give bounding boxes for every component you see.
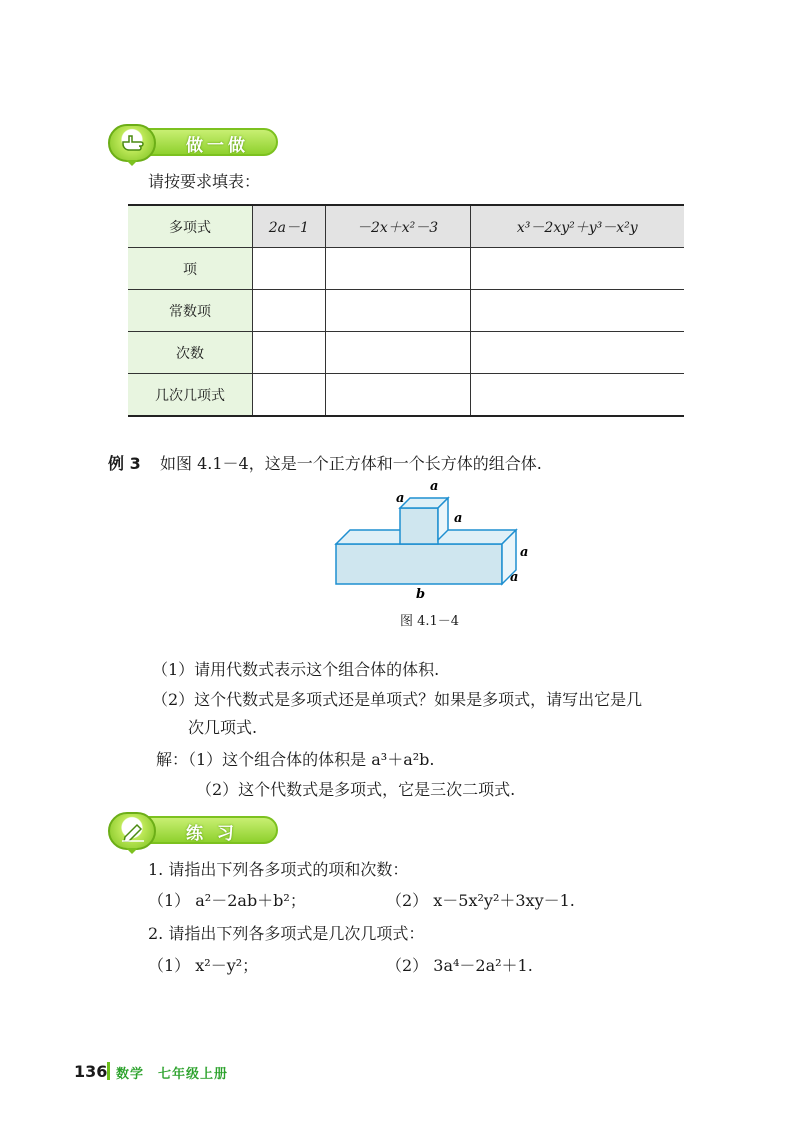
table-header-cell: 多项式 <box>128 205 253 248</box>
blank-cell <box>253 290 326 332</box>
cuboid-front <box>336 544 502 584</box>
page-number: 136 <box>74 1062 108 1081</box>
cube-front <box>400 508 438 544</box>
hand-icon <box>108 124 156 162</box>
label-a: a <box>396 491 405 506</box>
blank-cell <box>470 290 684 332</box>
book-title: 数学 七年级上册 <box>116 1067 229 1082</box>
instruction-text: 请按要求填表： <box>148 172 261 191</box>
solution-1: 解：（1）这个组合体的体积是 a³＋a²b. <box>156 750 435 769</box>
label-a: a <box>454 511 463 526</box>
table-row <box>128 290 684 332</box>
exercise-2: 2. 请指出下列各多项式是几次几项式： <box>148 924 425 943</box>
table-header-row <box>128 205 684 248</box>
table-header-cell: x³－2xy²＋y³－x²y <box>470 205 684 248</box>
solution-2: （2）这个代数式是多项式，它是三次二项式. <box>196 780 516 799</box>
fill-table <box>128 204 684 417</box>
banner-title: 练 习 <box>186 824 238 844</box>
exercise-1-part-2: （2） x－5x²y²＋3xy－1. <box>386 891 575 910</box>
blank-cell <box>470 248 684 290</box>
footer-divider <box>107 1062 110 1080</box>
row-label: 项 <box>128 248 253 290</box>
question-2: （2）这个代数式是多项式还是单项式？如果是多项式，请写出它是几 <box>152 690 643 709</box>
exercise-2-part-2: （2） 3a⁴－2a²＋1. <box>386 956 533 975</box>
table-row <box>128 332 684 374</box>
exercise-1-part-1: （1） a²－2ab＋b²； <box>148 891 306 910</box>
blank-cell <box>325 290 470 332</box>
label-a: a <box>520 545 529 560</box>
label-a: a <box>430 479 439 494</box>
blank-cell <box>325 374 470 417</box>
row-label: 常数项 <box>128 290 253 332</box>
example-text: 如图 4.1－4，这是一个正方体和一个长方体的组合体. <box>160 454 542 473</box>
table-row <box>128 248 684 290</box>
row-label: 次数 <box>128 332 253 374</box>
blank-cell <box>325 332 470 374</box>
blank-cell <box>253 248 326 290</box>
section-banner-do <box>108 124 283 162</box>
blank-cell <box>253 332 326 374</box>
example-label: 例 3 <box>108 454 141 473</box>
section-banner-practice <box>108 812 283 850</box>
question-2-cont: 次几项式. <box>188 718 258 737</box>
table-header-cell: －2x＋x²－3 <box>325 205 470 248</box>
table-header-cell: 2a－1 <box>253 205 326 248</box>
exercise-2-part-1: （1） x²－y²； <box>148 956 259 975</box>
row-label: 几次几项式 <box>128 374 253 417</box>
exercise-1: 1. 请指出下列各多项式的项和次数： <box>148 860 409 879</box>
banner-title: 做一做 <box>186 136 249 156</box>
banner-notch <box>126 848 138 854</box>
figure-caption: 图 4.1－4 <box>400 614 460 629</box>
blank-cell <box>325 248 470 290</box>
table-row <box>128 374 684 417</box>
composite-solid-figure <box>320 478 560 608</box>
blank-cell <box>253 374 326 417</box>
question-1: （1）请用代数式表示这个组合体的体积. <box>152 660 440 679</box>
label-a: a <box>510 570 519 585</box>
pencil-icon <box>108 812 156 850</box>
blank-cell <box>470 374 684 417</box>
label-b: b <box>416 587 426 602</box>
banner-notch <box>126 160 138 166</box>
blank-cell <box>470 332 684 374</box>
